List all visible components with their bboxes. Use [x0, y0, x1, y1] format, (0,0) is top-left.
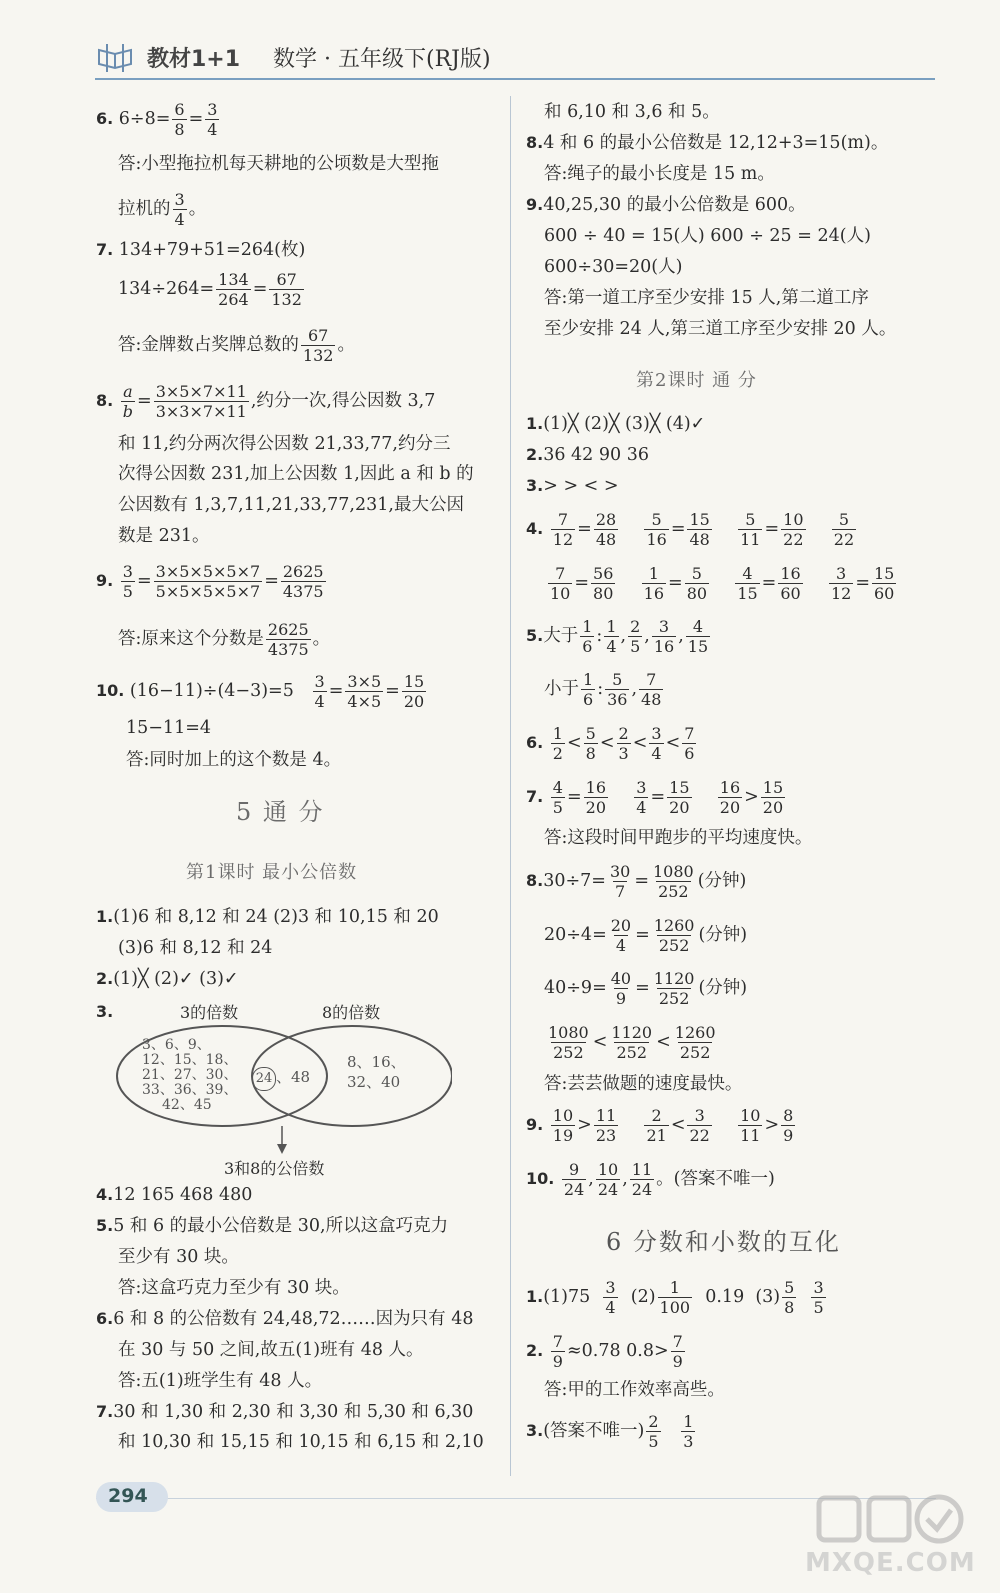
q6-expr: 6÷8= — [118, 109, 171, 129]
r1-line: 1.(1)╳ (2)╳ (3)╳ (4)✓ — [526, 414, 706, 434]
header-rule — [95, 78, 935, 80]
p9-answer-1: 答:第一道工序至少安排 15 人,第二道工序 — [544, 288, 869, 308]
page-header — [95, 38, 935, 78]
venn-label-right: 8的倍数 — [322, 1003, 381, 1022]
r8-line-1: 8.30÷7= $\frac{30}{7}$ = $\frac{1080}{252}$ (分钟) — [526, 862, 747, 901]
q10-line-1: 10. (16−11)÷(4−3)=5 $\frac{3}{4}$ = $\frac{3\times 5}{4\times 5}$ = $\frac{15}{20}$ — [96, 672, 425, 711]
q7-line-2: 134÷264= $\frac{134}{264}$ = $\frac{67}{132}$ — [118, 270, 302, 309]
q8-line-5: 数是 231。 — [118, 526, 210, 546]
q6-line-1: 6. 6÷8= $\frac{6}{8}$ = $\frac{3}{4}$ — [96, 100, 218, 139]
p3-number: 3. — [96, 1002, 114, 1021]
q9-line-1: 9. $\frac{3}{5}$ = $\frac{3\times 5\times 5\times 5\times 7}{5\times 5\times 5\times 5\times 7}$ = $\frac{2625}{4375}$ — [96, 562, 324, 601]
lesson1-title: 第1课时 最小公倍数 — [186, 862, 358, 883]
p5-line-1: 5.5 和 6 的最小公倍数是 30,所以这盒巧克力 — [96, 1216, 449, 1236]
r3-line: 3.> > < > — [526, 476, 619, 496]
p4-line: 4.12 165 468 480 — [96, 1185, 253, 1205]
unit6-title: 6 分数和小数的互化 — [606, 1228, 841, 1256]
column-divider — [510, 96, 511, 1476]
unit5-title: 5 通 分 — [236, 798, 325, 826]
p8-answer: 答:绳子的最小长度是 15 m。 — [544, 164, 775, 184]
watermark-text: MXQE.COM — [805, 1548, 976, 1578]
r8-line-2: 20÷4= $\frac{20}{4}$ = $\frac{1260}{252}$ (分钟) — [544, 916, 748, 955]
q8-line-3: 次得公因数 231,加上公因数 1,因此 a 和 b 的 — [118, 464, 474, 484]
p1-line-2: (3)6 和 8,12 和 24 — [118, 938, 273, 958]
r10-line: 10. $\frac{9}{24}$ , $\frac{10}{24}$ , $\frac{11}{24}$ 。(答案不唯一) — [526, 1160, 775, 1199]
q6-fraction-2: $\frac{3}{4}$ — [207, 100, 218, 139]
q10-answer: 答:同时加上的这个数是 4。 — [126, 750, 342, 770]
r5-line-2: 小于 $\frac{1}{6}$ : $\frac{5}{36}$ , $\frac{7}{48}$ — [544, 670, 662, 709]
p6-line-1: 6.6 和 8 的公倍数有 24,48,72……因为只有 48 — [96, 1309, 474, 1329]
header-subtitle: 数学 · 五年级下(RJ版) — [273, 47, 491, 72]
q6-answer-2: 拉机的 $\frac{3}{4}$ 。 — [118, 190, 207, 229]
p1-line-1: 1.(1)6 和 8,12 和 24 (2)3 和 10,15 和 20 — [96, 907, 439, 927]
s3-line: 3.(答案不唯一) $\frac{2}{5}$ $\frac{1}{3}$ — [526, 1412, 694, 1451]
p5-answer: 答:这盒巧克力至少有 30 块。 — [118, 1278, 350, 1298]
q7-answer: 答:金牌数占奖牌总数的 $\frac{67}{132}$ 。 — [118, 326, 355, 365]
venn-right-items: 8、16、 32、40 — [347, 1053, 406, 1091]
r2-line: 2.36 42 90 36 — [526, 445, 649, 465]
r5-line-1: 5.大于 $\frac{1}{6}$ : $\frac{1}{4}$ , $\frac{2}{5}$ , $\frac{3}{16}$ , $\frac{4}{15}$ — [526, 617, 709, 656]
r9-line: 9. $\frac{10}{19}$ > $\frac{11}{23}$ $\frac{2}{21}$ < $\frac{3}{22}$ $\frac{10}{11}$ > $\frac{8}{9}$ — [526, 1106, 794, 1145]
r8-compare: $\frac{1080}{252}$ < $\frac{1120}{252}$ < $\frac{1260}{252}$ — [548, 1023, 716, 1062]
p7-line-2: 和 10,30 和 15,15 和 10,15 和 6,15 和 2,10 — [118, 1432, 484, 1452]
s1-line: 1.(1)75 $\frac{3}{4}$ (2) $\frac{1}{100}$ 0.19 (3) $\frac{5}{8}$ $\frac{3}{5}$ — [526, 1278, 824, 1317]
p6-answer: 答:五(1)班学生有 48 人。 — [118, 1371, 323, 1391]
q6-fraction-1: $\frac{6}{8}$ — [174, 100, 185, 139]
watermark — [805, 1492, 975, 1587]
q8-line-4: 公因数有 1,3,7,11,21,33,77,231,最大公因 — [118, 495, 464, 515]
p9-answer-2: 至少安排 24 人,第三道工序至少安排 20 人。 — [544, 319, 897, 339]
q6-number: 6. — [96, 109, 114, 128]
book-logo-icon — [95, 42, 135, 74]
r4-row-2: $\frac{7}{10}$ = $\frac{56}{80}$ $\frac{1}{16}$ = $\frac{5}{80}$ $\frac{4}{15}$ = $\frac{16}{60}$ $\frac{3}{12}$ = $\frac{15}{60}$ — [550, 564, 895, 603]
page-number: 294 — [108, 1485, 148, 1507]
r8-answer: 答:芸芸做题的速度最快。 — [544, 1074, 743, 1094]
p9-line-3: 600÷30=20(人) — [544, 257, 683, 277]
venn-diagram — [112, 996, 452, 1186]
r7-answer: 答:这段时间甲跑步的平均速度快。 — [544, 828, 813, 848]
s2-answer: 答:甲的工作效率高些。 — [544, 1380, 725, 1400]
r6-line: 6. $\frac{1}{2}$ < $\frac{5}{8}$ < $\frac{2}{3}$ < $\frac{3}{4}$ < $\frac{7}{6}$ — [526, 724, 695, 763]
header-brand: 教材1+1 — [147, 47, 241, 72]
p7-line-1: 7.30 和 1,30 和 2,30 和 3,30 和 5,30 和 6,30 — [96, 1402, 474, 1422]
lesson2-title: 第2课时 通 分 — [636, 370, 757, 391]
p5-line-2: 至少有 30 块。 — [118, 1247, 239, 1267]
r7-line: 7. $\frac{4}{5}$ = $\frac{16}{20}$ $\frac{3}{4}$ = $\frac{15}{20}$ $\frac{16}{20}$ > $\frac{15}{20}$ — [526, 778, 784, 817]
venn-circled-24: 24 — [252, 1067, 276, 1091]
q7-line-1: 7. 134+79+51=264(枚) — [96, 240, 306, 260]
watermark-logo-icon — [815, 1492, 965, 1547]
r4-row-1: 4. $\frac{7}{12}$ = $\frac{28}{48}$ $\frac{5}{16}$ = $\frac{15}{48}$ $\frac{5}{11}$ = $\frac{10}{22}$ $\frac{5}{22}$ — [526, 510, 855, 549]
p8-line-1: 8.4 和 6 的最小公倍数是 12,12+3=15(m)。 — [526, 133, 889, 153]
p7-continued: 和 6,10 和 3,6 和 5。 — [544, 102, 720, 122]
p2-line: 2.(1)╳ (2)✓ (3)✓ — [96, 969, 239, 989]
venn-center: 24 、48 — [252, 1066, 310, 1091]
q10-line-2: 15−11=4 — [126, 718, 211, 738]
r8-line-3: 40÷9= $\frac{40}{9}$ = $\frac{1120}{252}$ (分钟) — [544, 969, 748, 1008]
p6-line-2: 在 30 与 50 之间,故五(1)班有 48 人。 — [118, 1340, 424, 1360]
q9-answer: 答:原来这个分数是 $\frac{2625}{4375}$ 。 — [118, 620, 331, 659]
q8-line-1: 8. $\frac{a}{b}$ = $\frac{3\times 5\times 7\times 11}{3\times 3\times 7\times 11}$ ,约分一次,得公因数 3,7 — [96, 382, 436, 421]
venn-label-left: 3的倍数 — [180, 1003, 239, 1022]
q6-answer-1: 答:小型拖拉机每天耕地的公顷数是大型拖 — [118, 154, 439, 174]
venn-left-items: 3、6、9、 12、15、18、 21、27、30、 33、36、39、 42、45 — [142, 1037, 238, 1113]
p9-line-2: 600 ÷ 40 = 15(人) 600 ÷ 25 = 24(人) — [544, 226, 871, 246]
page-number-badge — [96, 1482, 168, 1512]
s2-line: 2. $\frac{7}{9}$ ≈0.78 0.8> $\frac{7}{9}$ — [526, 1332, 683, 1371]
venn-label-bottom: 3和8的公倍数 — [224, 1159, 325, 1178]
p9-line-1: 9.40,25,30 的最小公倍数是 600。 — [526, 195, 806, 215]
q8-line-2: 和 11,约分两次得公因数 21,33,77,约分三 — [118, 434, 451, 454]
